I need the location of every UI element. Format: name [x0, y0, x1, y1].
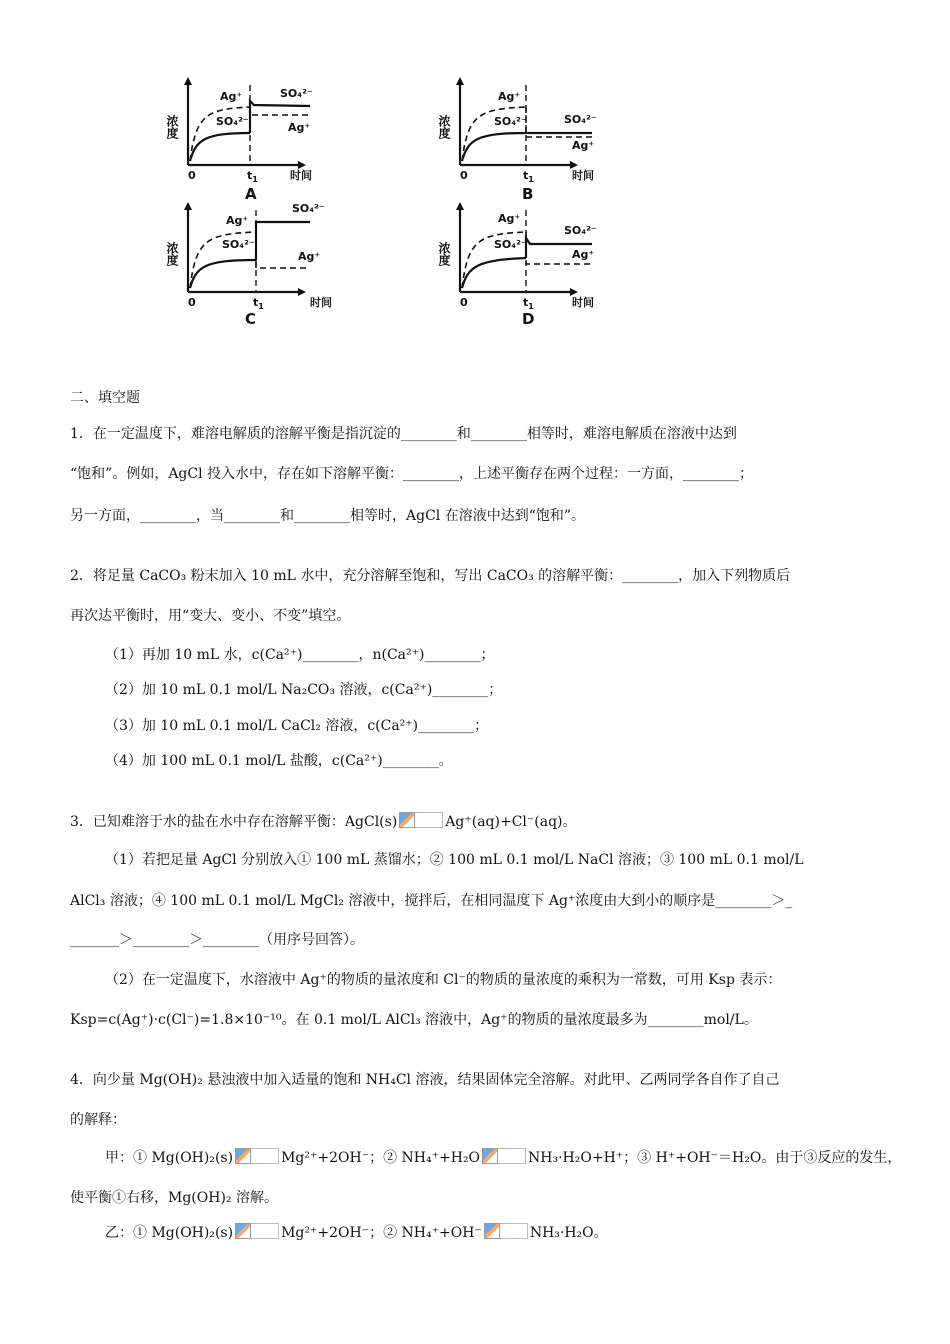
svg-text:0: 0 [188, 296, 196, 309]
svg-text:Ag⁺: Ag⁺ [288, 121, 311, 134]
svg-text:Ag⁺: Ag⁺ [572, 139, 595, 152]
q2-sub1: （1）再加 10 mL 水，c(Ca²⁺)________，n(Ca²⁺)________； [105, 647, 495, 663]
svg-text:t1: $t_1$ [523, 169, 534, 184]
yi-part3: NH₃·H₂O。 [529, 1225, 608, 1241]
svg-text:0: 0 [188, 169, 196, 182]
jia-part1: 甲：① Mg(OH)₂(s) [105, 1150, 234, 1166]
q4-line1: 4．向少量 Mg(OH)₂ 悬浊液中加入适量的饱和 NH₄Cl 溶液，结果固体完全溶解。对此甲、乙两同学各自作了自己 [70, 1072, 780, 1088]
q4-jia-line2: 使平衡①右移，Mg(OH)₂ 溶解。 [70, 1190, 278, 1206]
figure-d [432, 200, 622, 330]
equilibrium-arrow-icon [235, 1223, 279, 1239]
q3-sub2-line1: （2）在一定温度下，水溶液中 Ag⁺的物质的量浓度和 Cl⁻的物质的量浓度的乘积为一常数，可用 Ksp 表示： [105, 972, 782, 988]
svg-text:Ag⁺: Ag⁺ [572, 248, 595, 261]
q3-line1-part2: Ag⁺(aq)+Cl⁻(aq)。 [445, 814, 577, 830]
q3-sub1-line1: （1）若把足量 AgCl 分别放入① 100 mL 蒸馏水；② 100 mL 0.1 mol/L NaCl 溶液；③ 100 mL 0.1 mol/L [105, 852, 804, 868]
figure-b [432, 75, 622, 205]
q1-line3: 另一方面，________，当________和________相等时，AgCl 在溶液中达到“饱和”。 [70, 508, 586, 524]
q2-line1: 2．将足量 CaCO₃ 粉末加入 10 mL 水中，充分溶解至饱和，写出 CaCO₃ 的溶解平衡：________，加入下列物质后 [70, 568, 791, 584]
equilibrium-arrow-icon [399, 812, 443, 828]
svg-text:浓度: 浓度 [437, 242, 451, 266]
yi-part2: Mg²⁺+2OH⁻；② NH₄⁺+OH⁻ [281, 1225, 482, 1241]
figure-a [160, 75, 350, 205]
svg-text:Ag⁺: Ag⁺ [298, 250, 321, 263]
svg-text:浓度: 浓度 [437, 115, 451, 139]
q4-jia-line1 [105, 1148, 901, 1168]
figure-caption: B [522, 185, 534, 203]
svg-text:时间: 时间 [572, 296, 594, 309]
q4-line2: 的解释： [70, 1112, 126, 1128]
svg-text:SO₄²⁻: SO₄²⁻ [564, 224, 597, 237]
svg-text:0: 0 [460, 169, 468, 182]
svg-text:时间: 时间 [310, 296, 332, 309]
svg-text:SO₄²⁻: SO₄²⁻ [494, 115, 527, 128]
figure-caption: A [245, 185, 257, 203]
svg-text:SO₄²⁻: SO₄²⁻ [280, 87, 313, 100]
q1-line2: “饱和”。例如，AgCl 投入水中，存在如下溶解平衡：________，上述平衡存在两个过程：一方面，________； [70, 466, 754, 482]
equilibrium-arrow-icon [484, 1223, 528, 1239]
svg-text:Ag⁺: Ag⁺ [498, 212, 521, 225]
svg-text:SO₄²⁻: SO₄²⁻ [216, 115, 249, 128]
q3-line1-part1: 3．已知难溶于水的盐在水中存在溶解平衡：AgCl(s) [70, 814, 398, 830]
svg-text:t1: $t_1$ [253, 296, 264, 311]
q1-line1: 1．在一定温度下，难溶电解质的溶解平衡是指沉淀的________和________相等时，难溶电解质在溶液中达到 [70, 426, 737, 442]
figure-caption: D [522, 310, 535, 328]
q3-sub1-line3: _______＞________＞________（用序号回答）。 [70, 932, 364, 948]
q3-line1 [70, 812, 577, 832]
svg-text:t1: $t_1$ [247, 169, 258, 184]
figure-c [160, 200, 350, 330]
svg-text:浓度: 浓度 [165, 115, 179, 139]
equilibrium-arrow-icon [482, 1148, 526, 1164]
q2-sub2: （2）加 10 mL 0.1 mol/L Na₂CO₃ 溶液，c(Ca²⁺)________； [105, 682, 503, 698]
q4-yi-line [105, 1223, 608, 1243]
jia-part3: NH₃·H₂O+H⁺；③ H⁺+OH⁻＝H₂O。由于③反应的发生， [528, 1150, 902, 1166]
q2-line2: 再次达平衡时，用“变大、变小、不变”填空。 [70, 608, 351, 624]
svg-text:Ag⁺: Ag⁺ [226, 214, 249, 227]
q2-sub3: （3）加 10 mL 0.1 mol/L CaCl₂ 溶液，c(Ca²⁺)________； [105, 718, 489, 734]
svg-text:SO₄²⁻: SO₄²⁻ [494, 238, 527, 251]
svg-text:Ag⁺: Ag⁺ [498, 90, 521, 103]
yi-part1: 乙：① Mg(OH)₂(s) [105, 1225, 234, 1241]
svg-text:SO₄²⁻: SO₄²⁻ [292, 202, 325, 215]
svg-text:0: 0 [460, 296, 468, 309]
q2-sub4: （4）加 100 mL 0.1 mol/L 盐酸，c(Ca²⁺)________。 [105, 753, 453, 769]
svg-text:时间: 时间 [572, 169, 594, 182]
svg-text:t1: $t_1$ [523, 296, 534, 311]
svg-text:SO₄²⁻: SO₄²⁻ [222, 238, 255, 251]
equilibrium-arrow-icon [235, 1148, 279, 1164]
q3-sub2-line2: Ksp=c(Ag⁺)·c(Cl⁻)=1.8×10⁻¹⁰。在 0.1 mol/L AlCl₃ 溶液中，Ag⁺的物质的量浓度最多为________mol/L。 [70, 1012, 758, 1028]
svg-text:浓度: 浓度 [165, 242, 179, 266]
jia-part2: Mg²⁺+2OH⁻；② NH₄⁺+H₂O [281, 1150, 481, 1166]
svg-text:Ag⁺: Ag⁺ [220, 90, 243, 103]
section-title: 二、填空题 [70, 390, 140, 406]
svg-text:时间: 时间 [290, 169, 312, 182]
q3-sub1-line2: AlCl₃ 溶液；④ 100 mL 0.1 mol/L MgCl₂ 溶液中，搅拌后，在相同温度下 Ag⁺浓度由大到小的顺序是________＞_ [70, 893, 793, 909]
svg-text:SO₄²⁻: SO₄²⁻ [564, 113, 597, 126]
figure-caption: C [245, 310, 257, 328]
